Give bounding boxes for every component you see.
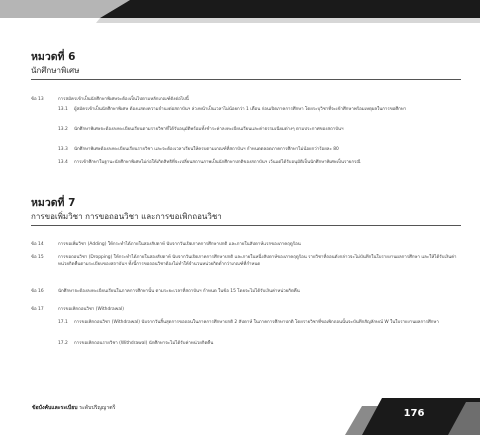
clause-text: การขอเพิกถอนวิชา (Withdrawal)	[58, 307, 124, 312]
clause-text: การขอเพิ่มวิชา (Adding) ให้กระทำได้ภายในสองสัปดาห์ นับจากวันเปิดภาคการศึกษาปกติ และภายในสัปดาห์แรกของภาคฤดูร้อน	[58, 242, 301, 247]
clause-number: 13.4	[58, 160, 68, 165]
chapter-6-number: หมวดที่ 6	[31, 51, 76, 63]
chapter-7-title: การขอเพิ่มวิชา การขอถอนวิชา และการขอเพิกถอนวิชา	[31, 212, 222, 221]
clause-number: 13.3	[58, 147, 68, 152]
chapter-7-number: หมวดที่ 7	[31, 197, 76, 209]
clause-number: 17.1	[58, 320, 68, 325]
chapter-6-divider	[31, 79, 461, 80]
page-number: 176	[403, 408, 425, 419]
footer-title: ข้อบังคับและระเบียบ	[32, 405, 78, 411]
clause-text: ผู้สมัครเข้าเป็นนักศึกษาพิเศษ ต้องแสดงความจำนงต่อสถาบันฯ ล่วงหน้าเป็นเวลาไม่น้อยกว่า 1 เดือน ก่อนเปิดภาคการศึกษา โดยระบุวิชาที่จะเข้าศึกษาพร้อมเหตุผลในการขอศึกษา	[74, 107, 407, 112]
clause-number: 13.2	[58, 127, 68, 132]
clause-number: ข้อ 13	[31, 97, 44, 102]
chapter-7-divider	[31, 225, 461, 226]
footer-subtitle: ระดับปริญญาตรี	[79, 405, 116, 411]
clause-text: การสมัครเข้าเป็นนักศึกษาพิเศษจะต้องเป็นไปตามหลักเกณฑ์ดังต่อไปนี้	[58, 97, 189, 102]
clause-text: การขอเพิกถอนวิชา (Withdrawal) นับจากวันสิ้นสุดการขอถอนในภาคการศึกษาปกติ 2 สัปดาห์ ในภาคการศึกษาปกติ โดยรายวิชาที่ขอเพิกถอนนั้นจะบันทึกสัญลักษณ์ W ในใบรายงานผลการศึกษา	[74, 320, 439, 325]
clause-number: ข้อ 15	[31, 255, 44, 260]
clause-number: ข้อ 16	[31, 289, 44, 294]
clause-number: ข้อ 14	[31, 242, 44, 247]
clause-text: นักศึกษาจะต้องลงทะเบียนเรียนในภาคการศึกษานั้น ตามระยะเวลาที่สถาบันฯ กำหนด ในข้อ 15 โดยจะไม่ได้รับเงินค่าหน่วยกิตคืน	[58, 289, 300, 294]
clause-number: 13.1	[58, 107, 68, 112]
clause-text: การขอถอนวิชา (Dropping) ให้กระทำได้ภายในสองสัปดาห์ นับจากวันเปิดภาคการศึกษาปกติ และภายในหนึ่งสัปดาห์ของภาคฤดูร้อน รายวิชาที่ถอนดังกล่าวจะไม่บันทึกในใบรายงานผลการศึกษา และให้ได้รับเงินค่าหน่วยกิตคืนตามระเบียบของสถาบันฯ ทั้งนี้การขอถอนวิชาต้องไม่ทำให้จำนวนหน่วยกิตต่ำกว่าเกณฑ์ที่กำหนด	[58, 255, 457, 267]
chapter-6-title: นักศึกษาพิเศษ	[31, 66, 80, 75]
clause-text: นักศึกษาพิเศษต้องลงทะเบียนเรียนรายวิชา และจะต้องเวลาเรียนให้ครบตามเกณฑ์ที่สถาบันฯ กำหนดตลอดภาคการศึกษาไม่น้อยกว่าร้อยละ 80	[74, 147, 339, 152]
clause-text: การขอเพิกถอนรายวิชา (Withdrawal) นักศึกษาจะไม่ได้รับค่าหน่วยกิตคืน	[74, 341, 214, 346]
clause-text: นักศึกษาพิเศษจะต้องลงทะเบียนเรียนตามรายวิชาที่ได้รับอนุมัติพร้อมทั้งชำระค่าลงทะเบียนเรียนและค่าธรรมเนียมต่างๆ ตามประกาศของสถาบันฯ	[74, 127, 344, 132]
clause-number: 17.2	[58, 341, 68, 346]
clause-text: การเข้าศึกษาในฐานะนักศึกษาพิเศษไม่ก่อให้เกิดสิทธิที่จะเปลี่ยนสถานภาพเป็นนักศึกษาปกติของสถาบันฯ เว้นแต่ได้รับอนุมัติเป็นนักศึกษาพิเศษเป็นรายกรณี	[74, 160, 361, 165]
clause-number: ข้อ 17	[31, 307, 44, 312]
